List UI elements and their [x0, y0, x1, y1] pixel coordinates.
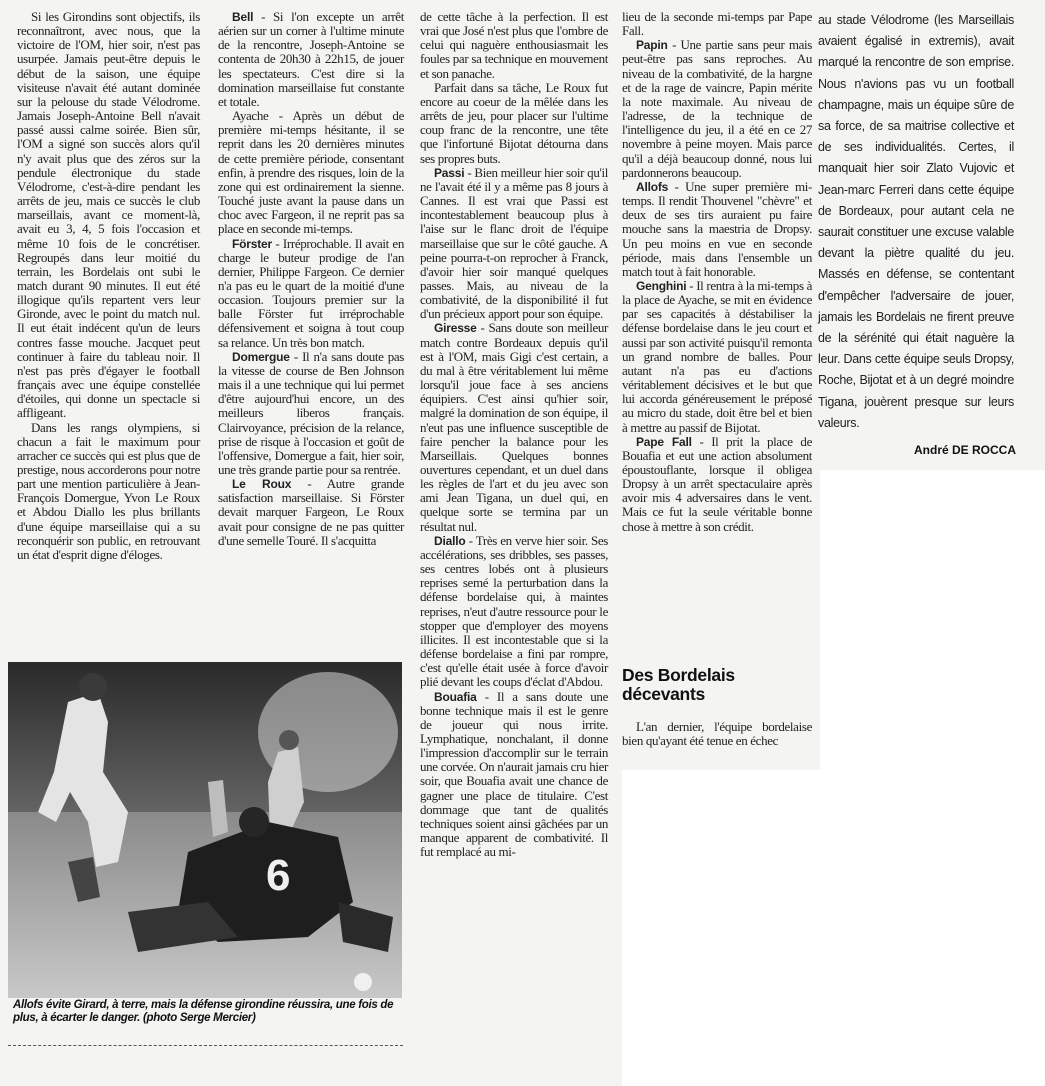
player-name: Diallo — [434, 533, 466, 548]
paragraph — [622, 10, 812, 38]
paragraph-text: - Il a sans doute une bonne technique mais il est le genre de joueur qui nous irrite. Lymphatique, nonchalant, il donne l'impression d'accomplir sur le terrain une corvée. On n'aurait jamais cru hier soir, que Bouafia avait une chance de gagner une place de titulaire. C'est dommage que tant de qualités techniques soient ainsi gâchées par un manque apparent de combativité. Il fut remplacé au mi- — [420, 688, 608, 860]
match-photo — [8, 662, 402, 998]
paragraph-text: - Sans doute son meilleur match contre Bordeaux depuis qu'il est à l'OM, mais Gigi c'est certain, a du mal à être véritablement lui même lorsqu'il joue face à ses anciens équipiers. C'est ainsi qu'hier soir, malgré la domination de son équipe, il n'eut pas une influence susceptible de faire pencher la balance pour les Marseillais. Quelques bonnes ouvertures cependant, et un duel dans les règles de l'art et du jeu avec son ami Jean Tigana, un duel qui, en quelque sorte se termina par un résultat nul. — [420, 320, 608, 534]
paragraph: au stade Vélodrome (les Marseillais avaient égalisé in extremis), avait marqué la rencontre de son emprise. Nous n'avions pas vu un football champagne, mais un équipe sûre de sa force, de sa maitrise collective et de ses individualités. Certes, il manquait hier soir Zlato Vujovic et Jean-marc Ferreri dans cette équipe de Bordeaux, pour autant cela ne saurait constituer une excuse valable devant la piètre qualité du jeu. Massés en défense, se contentant d'empêcher l'adversaire de jouer, jamais les Bordelais ne firent preuve de la sérénité qui était naguère la leur. Dans cette équipe seuls Dropsy, Roche, Bijotat et à un degré moindre Tigana, jouèrent presque sur leurs valeurs. — [818, 13, 1014, 430]
paragraph-text: - Très en verve hier soir. Ses accélérations, ses dribbles, ses passes, ses centres lobés ont à plusieurs reprises semé la perturbation dans la défense bordelaise qui, à maintes reprises, n'eut d'autre ressource pour le stopper que d'employer des moyens illicites. Il est incontestable que si la défense bordelaise a fini par rompre, c'est qu'elle était usée à force d'avoir plié devant les coups d'éclat d'Abdou. — [420, 532, 608, 690]
paragraph-text: Si les Girondins sont objectifs, ils reconnaîtront, avec nous, que la victoire de l'OM, hier soir, n'est pas usurpée. Jamais peut-être depuis le début de la saison, une équipe visiteuse n'avait été autant dominée sur la pelouse du stade Vélodrome. Jamais Joseph-Antoine Bell n'avait passé aussi calme soirée. Bien sûr, l'OM a signé son succès alors qu'il n'y avait plus que des zéros sur la pendule électronique du stade Vélodrome, c'est-à-dire pendant les arrêts de jeu, mais ce succès le club marseillais, avant ce moment-là, avait eu 3, 4, 5 fois l'occasion et même 10 fois de le concrétiser. Regroupés dans leur moitié du terrain, les Bordelais ont subi le match durant 90 minutes. Il eut été illogique qu'ils repartent vers leur Gironde, avec le point du match nul. Il eut était indécent qu'un de leurs contres fasse mouche. Jacquet peut continuer à faire du tableau noir. Il n'est pas près d'égayer le football français avec une équipe constellée d'étoiles, qui donne un spectacle si affligeant. — [17, 9, 200, 421]
player-name: Bouafia — [434, 689, 477, 704]
footer-rule — [8, 1045, 403, 1046]
paragraph — [420, 690, 608, 860]
paragraph — [622, 279, 812, 435]
paragraph-text: - Il prit la place de Bouafia et eut une action absolument époustouflante, lorsque il obligea Dropsy à un arrêt spectaculaire après avoir mis 4 adversaires dans le vent. Mais ce fut la seule véritable bonne chose à mettre à son crédit. — [622, 433, 812, 534]
player-name: Genghini — [636, 278, 687, 293]
paragraph — [218, 10, 404, 109]
paragraph — [218, 477, 404, 548]
jersey-number: 6 — [266, 851, 291, 900]
player-name: Papin — [636, 38, 668, 53]
paragraph-text: Ayache - Après un début de première mi-temps hésitante, il se reprit dans les 20 dernières minutes de cette première période, consentant enfin, à prendre des risques, loin de la zone qui est ordinairement la sienne. Touché juste avant la pause dans un choc avec Fargeon, il ne reprit pas sa place en seconde mi-temps. — [218, 108, 404, 237]
player-name: Domergue — [232, 349, 290, 364]
paragraph — [218, 237, 404, 350]
paragraph — [622, 435, 812, 534]
paragraph — [420, 534, 608, 690]
paragraph-text: de cette tâche à la perfection. Il est vrai que José n'est plus que l'ombre de celui qui naguère enthousiasmait les foules par sa technique en mouvement et son panache. — [420, 9, 608, 81]
paragraph-text: - Bien meilleur hier soir qu'il ne l'avait été il y a même pas 8 jours à Cannes. Il est vrai que Passi est incontestablement beaucoup plus à l'aise sur le flanc droit de l'équipe marseillaise que sur le côté gauche. A peine pourra-t-on reprocher à Franck, d'avoir hier soir manqué quelques passes. Mais, au niveau de la combativité, de la disponibilité il fut d'un précieux apport pour son équipe. — [420, 164, 608, 322]
paragraph-text: lieu de la seconde mi-temps par Pape Fall. — [622, 9, 812, 39]
paragraph — [17, 10, 200, 421]
player-name: Giresse — [434, 321, 477, 336]
paragraph — [218, 109, 404, 236]
byline: André DE ROCCA — [914, 443, 1017, 457]
player-name: Le Roux — [232, 477, 292, 492]
paragraph-text: - Il rentra à la mi-temps à la place de Ayache, se mit en évidence par ses capacités à déstabiliser la défense bordelaise dans le jeu court et aussi par son activité puisqu'il remonta un grand nombre de balles. Pour autant n'a pas eu d'actions véritablement décisives et le but que lui accorda généreusement le préposé au micro du stade, doit être bel et bien à mettre au passif de Bijotat. — [622, 277, 812, 435]
article-column-5 — [818, 10, 1014, 434]
paragraph-text: - Irréprochable. Il avait en charge le buteur prodige de l'an dernier, Philippe Fargeon. Ce dernier n'a pas eu le quart de la moitié d'une occasion. Toujours premier sur la balle Förster fut irréprochable défensivement et soigna à tout coup sa relance. Un très bon match. — [218, 235, 404, 350]
photo-caption: Allofs évite Girard, à terre, mais la défense girondine réussira, une fois de plus, à écarter le danger. (photo Serge Mercier) — [13, 999, 394, 1024]
article-column-4 — [622, 10, 812, 534]
player-name: Förster — [232, 236, 272, 251]
player-name: Pape Fall — [636, 434, 692, 449]
article-column-2 — [218, 10, 404, 548]
article-column-1 — [17, 10, 200, 562]
paragraph — [420, 166, 608, 322]
paragraph-text: - Il n'a sans doute pas la vitesse de course de Ben Johnson mais il a une technique qui lui permet d'être aujourd'hui encore, un des meilleurs liberos français. Clairvoyance, précision de la relance, prise de risque à l'occasion et goût de l'offensive, Domergue a fait, hier soir, une très grande partie pour sa rentrée. — [218, 348, 404, 477]
paragraph-text: - Si l'on excepte un arrêt aérien sur un corner à l'ultime minute de la rencontre, Joseph-Antoine se contenta de 20h30 à 22h15, de jouer les spectateurs. C'est dire si la domination marseillaise fut constante et totale. — [218, 9, 404, 109]
paragraph — [622, 180, 812, 279]
paragraph-text: Dans les rangs olympiens, si chacun a fait le maximum pour arracher ce succès qui est plus que de prestige, nous accorderons pour notre part une mention particulière à Jean-François Domergue, Yvon Le Roux et Abdou Diallo les plus brillants d'une équipe marseillaise qui a su reconquérir son public, en retrouvant un état d'esprit digne d'éloges. — [17, 419, 200, 562]
match-photo-image — [8, 662, 402, 998]
paragraph — [420, 321, 608, 533]
paragraph-text: Parfait dans sa tâche, Le Roux fut encore au coeur de la mêlée dans les arrêts de jeu, pour placer sur l'ultime coup franc de la rencontre, une tête que l'infortuné Bijotat détourna dans ses propres buts. — [420, 79, 608, 166]
paragraph-text: - Autre grande satisfaction marseillaise. Si Förster devait marquer Fargeon, Le Roux avait pour consigne de ne pas quitter d'une semelle Touré. Il s'acquitta — [218, 476, 404, 548]
headline: Des Bordelais décevants — [622, 665, 735, 704]
article-column-3 — [420, 10, 608, 859]
paragraph — [622, 38, 812, 180]
paragraph-text: - Une super première mi-temps. Il rendit Thouvenel "chèvre" et deux de ses tirs auraient pu faire mouche sans la maestria de Dropsy. Un peu moins en vue en seconde période, mais dans l'ensemble un match tout à fait honorable. — [622, 178, 812, 279]
player-name: Allofs — [636, 179, 669, 194]
paragraph-text: - Une partie sans peur mais peut-être pas sans reproches. Au niveau de la combativité, de la hargne et de la rage de vaincre, Papin mérite la note maximale. Au niveau de l'adresse, de la technique de l'intelligence du jeu, il a été en ce 27 novembre à peine moyen. Mais parce qu'il a déjà beaucoup donné, nous lui pardonnerons beaucoup. — [622, 37, 812, 180]
player-name: Passi — [434, 165, 465, 180]
paragraph — [420, 81, 608, 166]
paragraph: L'an dernier, l'équipe bordelaise bien qu'ayant été tenue en échec — [622, 719, 812, 749]
paragraph — [17, 421, 200, 563]
player-name: Bell — [232, 10, 254, 24]
paragraph — [218, 350, 404, 477]
paragraph — [420, 10, 608, 81]
article-column-4-continuation — [622, 720, 812, 748]
